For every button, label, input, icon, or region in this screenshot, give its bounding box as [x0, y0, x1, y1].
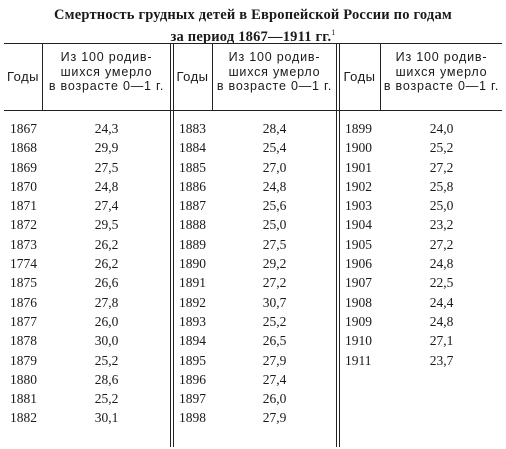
table-row: [173, 254, 336, 273]
year-cell: 1885: [179, 159, 206, 175]
header-value: [43, 50, 170, 94]
mortality-value-cell: 24,3: [94, 121, 119, 136]
header-years: Годы: [343, 69, 376, 84]
table-row: [173, 177, 336, 196]
mortality-value-cell: 30,1: [94, 410, 119, 426]
year-cell: 1876: [10, 294, 37, 310]
table-row: [173, 370, 336, 389]
table-row: [4, 158, 170, 177]
year-cell: 1905: [345, 236, 372, 252]
mortality-value-cell: 25,2: [262, 313, 287, 329]
table-row: [339, 138, 502, 157]
table-rows: [173, 119, 336, 428]
table-row: [173, 351, 336, 370]
mortality-value-cell: 27,9: [262, 352, 287, 368]
year-cell: 1911: [345, 352, 372, 368]
footnote-mark: 1: [331, 28, 336, 37]
year-cell: 1907: [345, 275, 372, 291]
mortality-value-cell: 29,9: [94, 140, 119, 156]
mortality-value-cell: 24,4: [429, 294, 454, 310]
mortality-value-cell: 27,5: [94, 159, 119, 175]
table-row: [173, 293, 336, 312]
header-value-line: в возрасте 0—1 г.: [48, 79, 165, 93]
table-row: [339, 177, 502, 196]
mortality-value-cell: 28,6: [94, 371, 119, 387]
year-cell: 1868: [10, 140, 37, 156]
table-title-line1: Смертность грудных детей в Европейской России по годам: [54, 7, 452, 23]
mortality-value-cell: 24,8: [94, 178, 119, 194]
table-title-period: за период 1867—1911 гг.: [170, 29, 332, 45]
table-row: [173, 196, 336, 215]
table-row: [173, 235, 336, 254]
year-cell: 1888: [179, 217, 206, 233]
mortality-value-cell: 22,5: [429, 275, 454, 291]
table-row: [4, 138, 170, 157]
header-value: [213, 50, 336, 94]
table-row: [4, 273, 170, 292]
year-cell: 1903: [345, 198, 372, 214]
table-row: [339, 196, 502, 215]
mortality-value-cell: 27,0: [262, 159, 287, 175]
group-divider: [170, 43, 171, 447]
year-cell: 1897: [179, 391, 206, 407]
table-rows: [4, 119, 170, 428]
mortality-value-cell: 23,2: [429, 217, 454, 233]
mortality-value-cell: 25,0: [262, 217, 287, 233]
header-value-line: Из 100 родив-: [395, 50, 488, 64]
group-divider: [336, 43, 337, 447]
mortality-value-cell: 27,8: [94, 294, 119, 310]
header-value-line: шихся умерло: [228, 64, 321, 79]
mortality-value-cell: 25,6: [262, 198, 287, 214]
header-years: Годы: [176, 69, 209, 84]
mortality-value-cell: 25,2: [429, 140, 454, 156]
table-row: [173, 408, 336, 427]
header-value-line: в возрасте 0—1 г.: [216, 79, 333, 93]
year-cell: 1900: [345, 140, 372, 156]
header-value-line: в возрасте 0—1 г.: [383, 79, 500, 93]
table-row: [4, 235, 170, 254]
year-cell: 1871: [10, 198, 37, 214]
year-cell: 1891: [179, 275, 206, 291]
mortality-value-cell: 26,5: [262, 333, 287, 349]
year-cell: 1877: [10, 313, 37, 329]
mortality-value-cell: 25,2: [94, 391, 119, 407]
year-cell: 1878: [10, 333, 37, 349]
table-row: [173, 273, 336, 292]
table-group-2: [173, 43, 336, 447]
mortality-value-cell: 24,8: [262, 178, 287, 194]
table-row: [339, 119, 502, 138]
year-cell: 1910: [345, 333, 372, 349]
mortality-value-cell: 26,2: [94, 236, 119, 252]
table-row: [4, 293, 170, 312]
table-row: [173, 138, 336, 157]
header-value: [381, 50, 502, 94]
mortality-value-cell: 27,5: [262, 236, 287, 252]
year-cell: 1881: [10, 391, 37, 407]
table-row: [4, 351, 170, 370]
mortality-value-cell: 27,4: [94, 198, 119, 214]
table-row: [173, 331, 336, 350]
year-cell: 1896: [179, 371, 206, 387]
table-row: [173, 312, 336, 331]
year-cell: 1899: [345, 121, 372, 136]
table-row: [4, 312, 170, 331]
mortality-value-cell: 25,2: [94, 352, 119, 368]
year-cell: 1887: [179, 198, 206, 214]
year-cell: 1875: [10, 275, 37, 291]
mortality-value-cell: 24,0: [429, 121, 454, 136]
year-cell: 1882: [10, 410, 37, 426]
table-row: [339, 235, 502, 254]
year-cell: 1898: [179, 410, 206, 426]
mortality-value-cell: 30,7: [262, 294, 287, 310]
mortality-value-cell: 29,5: [94, 217, 119, 233]
table-row: [339, 312, 502, 331]
year-cell: 1902: [345, 178, 372, 194]
year-cell: 1904: [345, 217, 372, 233]
table-row: [4, 177, 170, 196]
table-row: [339, 293, 502, 312]
year-cell: 1880: [10, 371, 37, 387]
mortality-value-cell: 27,2: [429, 236, 454, 252]
year-cell: 1884: [179, 140, 206, 156]
year-cell: 1883: [179, 121, 206, 136]
mortality-table: [4, 43, 502, 447]
year-cell: 1872: [10, 217, 37, 233]
mortality-value-cell: 26,0: [94, 313, 119, 329]
table-group-1: [4, 43, 170, 447]
table-row: [4, 331, 170, 350]
mortality-value-cell: 27,9: [262, 410, 287, 426]
mortality-value-cell: 30,0: [94, 333, 119, 349]
mortality-value-cell: 29,2: [262, 256, 287, 272]
table-row: [339, 215, 502, 234]
year-cell: 1879: [10, 352, 37, 368]
header-value-line: Из 100 родив-: [60, 50, 153, 64]
table-row: [4, 254, 170, 273]
mortality-value-cell: 23,7: [429, 352, 454, 368]
table-row: [4, 196, 170, 215]
table-row: [173, 119, 336, 138]
header-value-line: шихся умерло: [60, 64, 153, 79]
table-row: [4, 370, 170, 389]
mortality-value-cell: 25,4: [262, 140, 287, 156]
year-cell: 1906: [345, 256, 372, 272]
year-cell: 1894: [179, 333, 206, 349]
table-row: [339, 351, 502, 370]
year-cell: 1886: [179, 178, 206, 194]
mortality-value-cell: 27,2: [429, 159, 454, 175]
mortality-value-cell: 24,8: [429, 313, 454, 329]
year-cell: 1873: [10, 236, 37, 252]
mortality-value-cell: 26,2: [94, 256, 119, 272]
header-value-line: Из 100 родив-: [228, 50, 321, 64]
year-cell: 1901: [345, 159, 372, 175]
table-row: [339, 331, 502, 350]
mortality-value-cell: 28,4: [262, 121, 287, 136]
year-cell: 1774: [10, 256, 37, 272]
year-cell: 1869: [10, 159, 37, 175]
table-row: [339, 273, 502, 292]
table-row: [4, 215, 170, 234]
year-cell: 1890: [179, 256, 206, 272]
mortality-value-cell: 24,8: [429, 256, 454, 272]
table-row: [339, 254, 502, 273]
header-years: Годы: [6, 69, 40, 84]
year-cell: 1893: [179, 313, 206, 329]
year-cell: 1892: [179, 294, 206, 310]
table-group-3: [339, 43, 502, 447]
table-row: [339, 158, 502, 177]
year-cell: 1895: [179, 352, 206, 368]
table-row: [4, 119, 170, 138]
table-row: [4, 389, 170, 408]
mortality-value-cell: 25,0: [429, 198, 454, 214]
mortality-value-cell: 26,0: [262, 391, 287, 407]
table-row: [173, 389, 336, 408]
table-row: [173, 215, 336, 234]
mortality-value-cell: 27,2: [262, 275, 287, 291]
table-title: [0, 6, 506, 46]
mortality-value-cell: 27,1: [429, 333, 454, 349]
mortality-value-cell: 25,8: [429, 178, 454, 194]
year-cell: 1909: [345, 313, 372, 329]
year-cell: 1889: [179, 236, 206, 252]
header-value-line: шихся умерло: [395, 64, 488, 79]
year-cell: 1870: [10, 178, 37, 194]
year-cell: 1867: [10, 121, 37, 136]
mortality-value-cell: 26,6: [94, 275, 119, 291]
year-cell: 1908: [345, 294, 372, 310]
mortality-value-cell: 27,4: [262, 371, 287, 387]
table-row: [4, 408, 170, 427]
table-rows: [339, 119, 502, 370]
table-row: [173, 158, 336, 177]
